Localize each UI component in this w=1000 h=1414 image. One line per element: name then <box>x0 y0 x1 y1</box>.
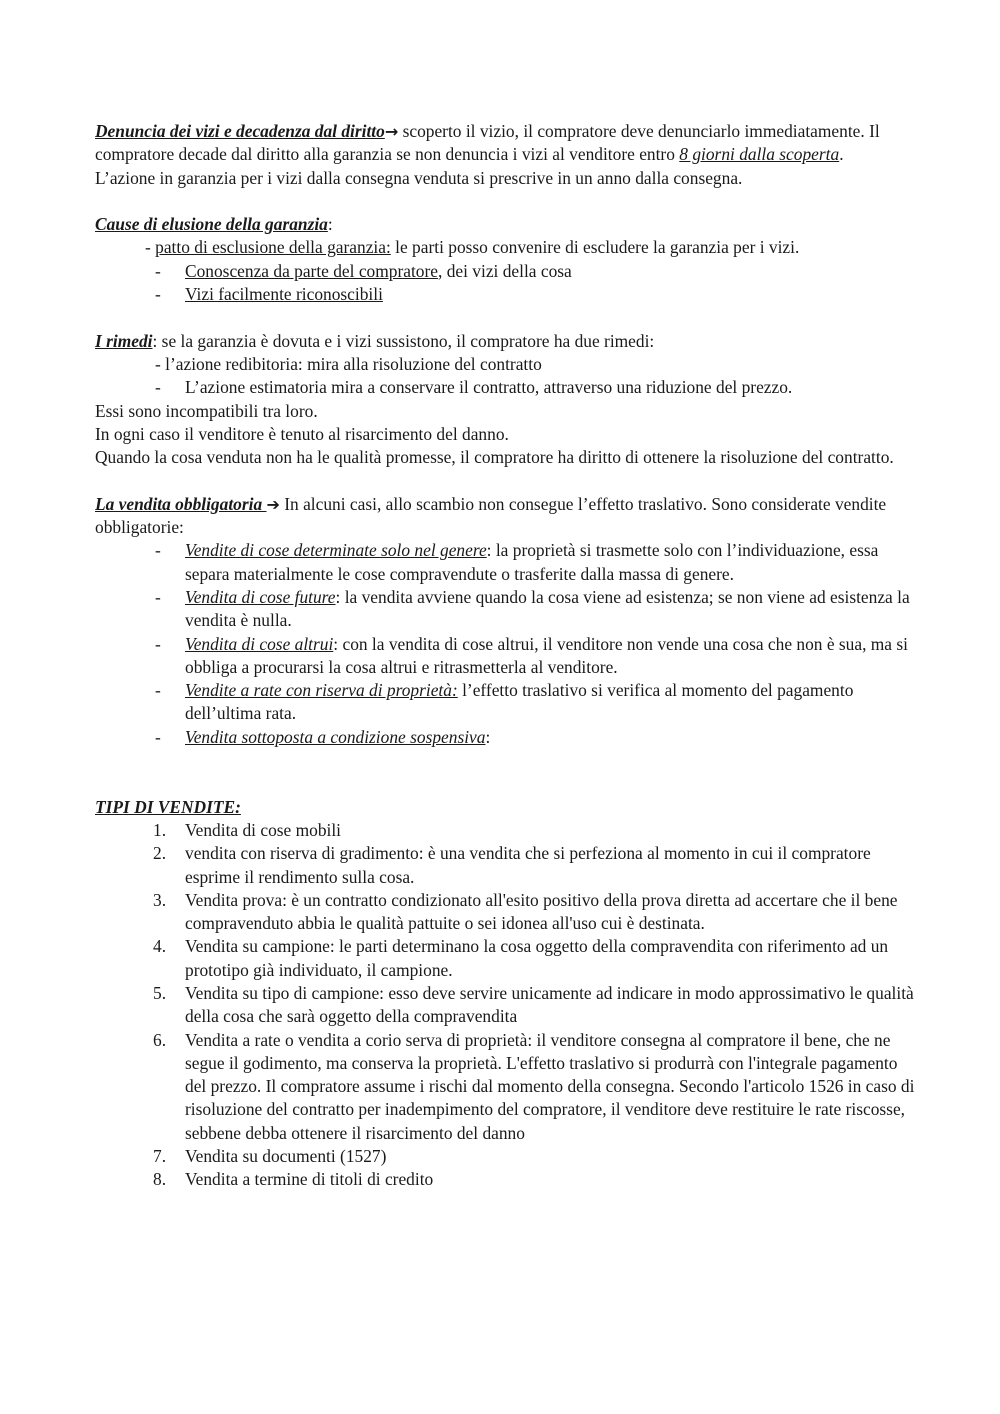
list-item <box>95 260 915 283</box>
list-item <box>95 376 915 399</box>
term: Vendite di cose determinate solo nel genere <box>185 540 487 561</box>
paragraph-prescrizione: L’azione in garanzia per i vizi dalla consegna venduta si prescrive in un anno dalla consegna. <box>95 167 743 188</box>
list-item <box>95 1145 915 1168</box>
text: : se la garanzia è dovuta e i vizi sussistono, il compratore ha due rimedi: <box>152 330 655 351</box>
text: Vendita su tipo di campione: esso deve servire unicamente ad indicare in modo approssimativo le qualità della cosa che sarà oggetto della compravendita <box>185 982 914 1027</box>
list-number: 1. <box>153 819 167 840</box>
dash-bullet: - <box>155 633 161 654</box>
list-item: - l’azione redibitoria: mira alla risoluzione del contratto <box>155 353 542 374</box>
paragraph-cause <box>95 213 915 236</box>
arrow-right-icon: → <box>384 122 399 141</box>
heading-vendita-obbligatoria: La vendita obbligatoria <box>95 493 267 514</box>
paragraph-vendita-obbligatoria <box>95 493 915 540</box>
text: : <box>485 726 491 747</box>
list-item <box>95 236 915 259</box>
text: : <box>327 214 333 235</box>
text: le parti posso convenire di escludere la garanzia per i vizi. <box>390 237 800 258</box>
text: l’effetto traslativo si verifica al momento del pagamento dell’ultima rata. <box>185 680 854 724</box>
paragraph-denuncia <box>95 120 915 167</box>
dash-bullet: - <box>155 540 161 561</box>
list-item <box>95 982 915 1029</box>
list-number: 4. <box>153 936 167 957</box>
term: Vendita di cose altrui <box>185 633 334 654</box>
text: : con la vendita di cose altrui, il venditore non vende una cosa che non è sua, ma si obbliga a procurarsi la cosa altrui e ritrasmetterla al venditore. <box>185 633 908 677</box>
list-item <box>95 586 915 633</box>
text: vendita con riserva di gradimento: è una vendita che si perfeziona al momento in cui il compratore esprime il rendimento sulla cosa. <box>185 843 871 887</box>
list-number: 5. <box>153 982 167 1003</box>
dash-bullet: - <box>155 586 161 607</box>
text: Vendita su documenti (1527) <box>185 1146 387 1167</box>
list-item <box>95 679 915 726</box>
text: scoperto il vizio, il compratore deve denunciarlo immediatamente. Il compratore decade dal diritto alla garanzia se non denuncia i vizi al venditore entro <box>95 121 880 165</box>
text: Vendita prova: è un contratto condizionato all'esito positivo della prova diretta ad accertare che il bene compravenduto abbia le qualità pattuite o sei idonea all'uso cui è destinata. <box>185 889 898 934</box>
text: Vendita a rate o vendita a corio serva di proprietà: il venditore consegna al compratore il bene, che ne segue il godimento, ma conserva la proprietà. L'effetto traslativo si produrrà con l'integrale pagamento del prezzo. Il compratore assume i rischi dal momento della consegna. Secondo l'articolo 1526 in caso di risoluzione del contratto per inadempimento del compratore, il venditore deve restituire le rate riscosse, sebbene debba ottenere il risarcimento del danno <box>185 1029 915 1143</box>
dash-bullet: - <box>155 680 161 701</box>
dash-bullet: - <box>155 260 161 281</box>
list-number: 6. <box>153 1029 167 1050</box>
paragraph: Essi sono incompatibili tra loro. <box>95 400 318 421</box>
list-item <box>95 1029 915 1145</box>
paragraph: Quando la cosa venduta non ha le qualità promesse, il compratore ha diritto di ottenere la risoluzione del contratto. <box>95 447 894 468</box>
term: Vendita di cose future <box>185 586 336 607</box>
list-item <box>95 726 915 749</box>
paragraph-rimedi <box>95 330 915 353</box>
dash-bullet: - <box>155 726 161 747</box>
numbered-list <box>95 819 915 1192</box>
list-item <box>95 819 915 842</box>
term: Vizi facilmente riconoscibili <box>185 284 383 305</box>
text: - <box>145 237 156 258</box>
list-item <box>95 633 915 680</box>
arrow-right-icon: ➔ <box>266 494 280 514</box>
dash-bullet: - <box>155 284 161 305</box>
term: 8 giorni dalla scoperta <box>679 144 840 165</box>
text: , dei vizi della cosa <box>438 260 572 281</box>
term: Conoscenza da parte del compratore <box>185 260 439 281</box>
list-item <box>95 1168 915 1191</box>
list-number: 3. <box>153 889 167 910</box>
text: Vendita a termine di titoli di credito <box>185 1169 434 1190</box>
list-item <box>95 935 915 982</box>
document-body <box>95 120 915 1192</box>
term: Vendite a rate con riserva di proprietà: <box>185 680 458 701</box>
heading-text: TIPI DI VENDITE: <box>95 796 241 817</box>
heading-tipi-di-vendite <box>95 796 915 819</box>
term: patto di esclusione della garanzia: <box>155 237 391 258</box>
list-item <box>95 283 915 306</box>
text: : la proprietà si trasmette solo con l’individuazione, essa separa materialmente le cose compravendute o trasferite dalla massa di genere. <box>185 540 879 584</box>
text: Vendita di cose mobili <box>185 819 342 840</box>
heading-cause: Cause di elusione della garanzia <box>95 214 328 235</box>
heading-denuncia: Denuncia dei vizi e decadenza dal diritto <box>95 121 385 141</box>
text: : la vendita avviene quando la cosa viene ad esistenza; se non viene ad esistenza la vendita è nulla. <box>185 586 910 631</box>
list-item <box>95 842 915 889</box>
list-item <box>95 889 915 936</box>
paragraph: In ogni caso il venditore è tenuto al risarcimento del danno. <box>95 423 509 444</box>
list-number: 8. <box>153 1169 167 1190</box>
text: . <box>839 144 844 165</box>
term: Vendita sottoposta a condizione sospensiva <box>185 726 486 747</box>
text: Vendita su campione: le parti determinano la cosa oggetto della compravendita con riferimento ad un prototipo già individuato, il campione. <box>185 936 889 980</box>
list-number: 2. <box>153 843 167 864</box>
text: L’azione estimatoria mira a conservare il contratto, attraverso una riduzione del prezzo. <box>185 377 793 398</box>
heading-rimedi: I rimedi <box>95 330 153 351</box>
dash-bullet: - <box>155 377 161 398</box>
list-number: 7. <box>153 1146 167 1167</box>
text: In alcuni casi, allo scambio non consegue l’effetto traslativo. Sono considerate vendite obbligatorie: <box>95 493 887 538</box>
list-item <box>95 539 915 586</box>
